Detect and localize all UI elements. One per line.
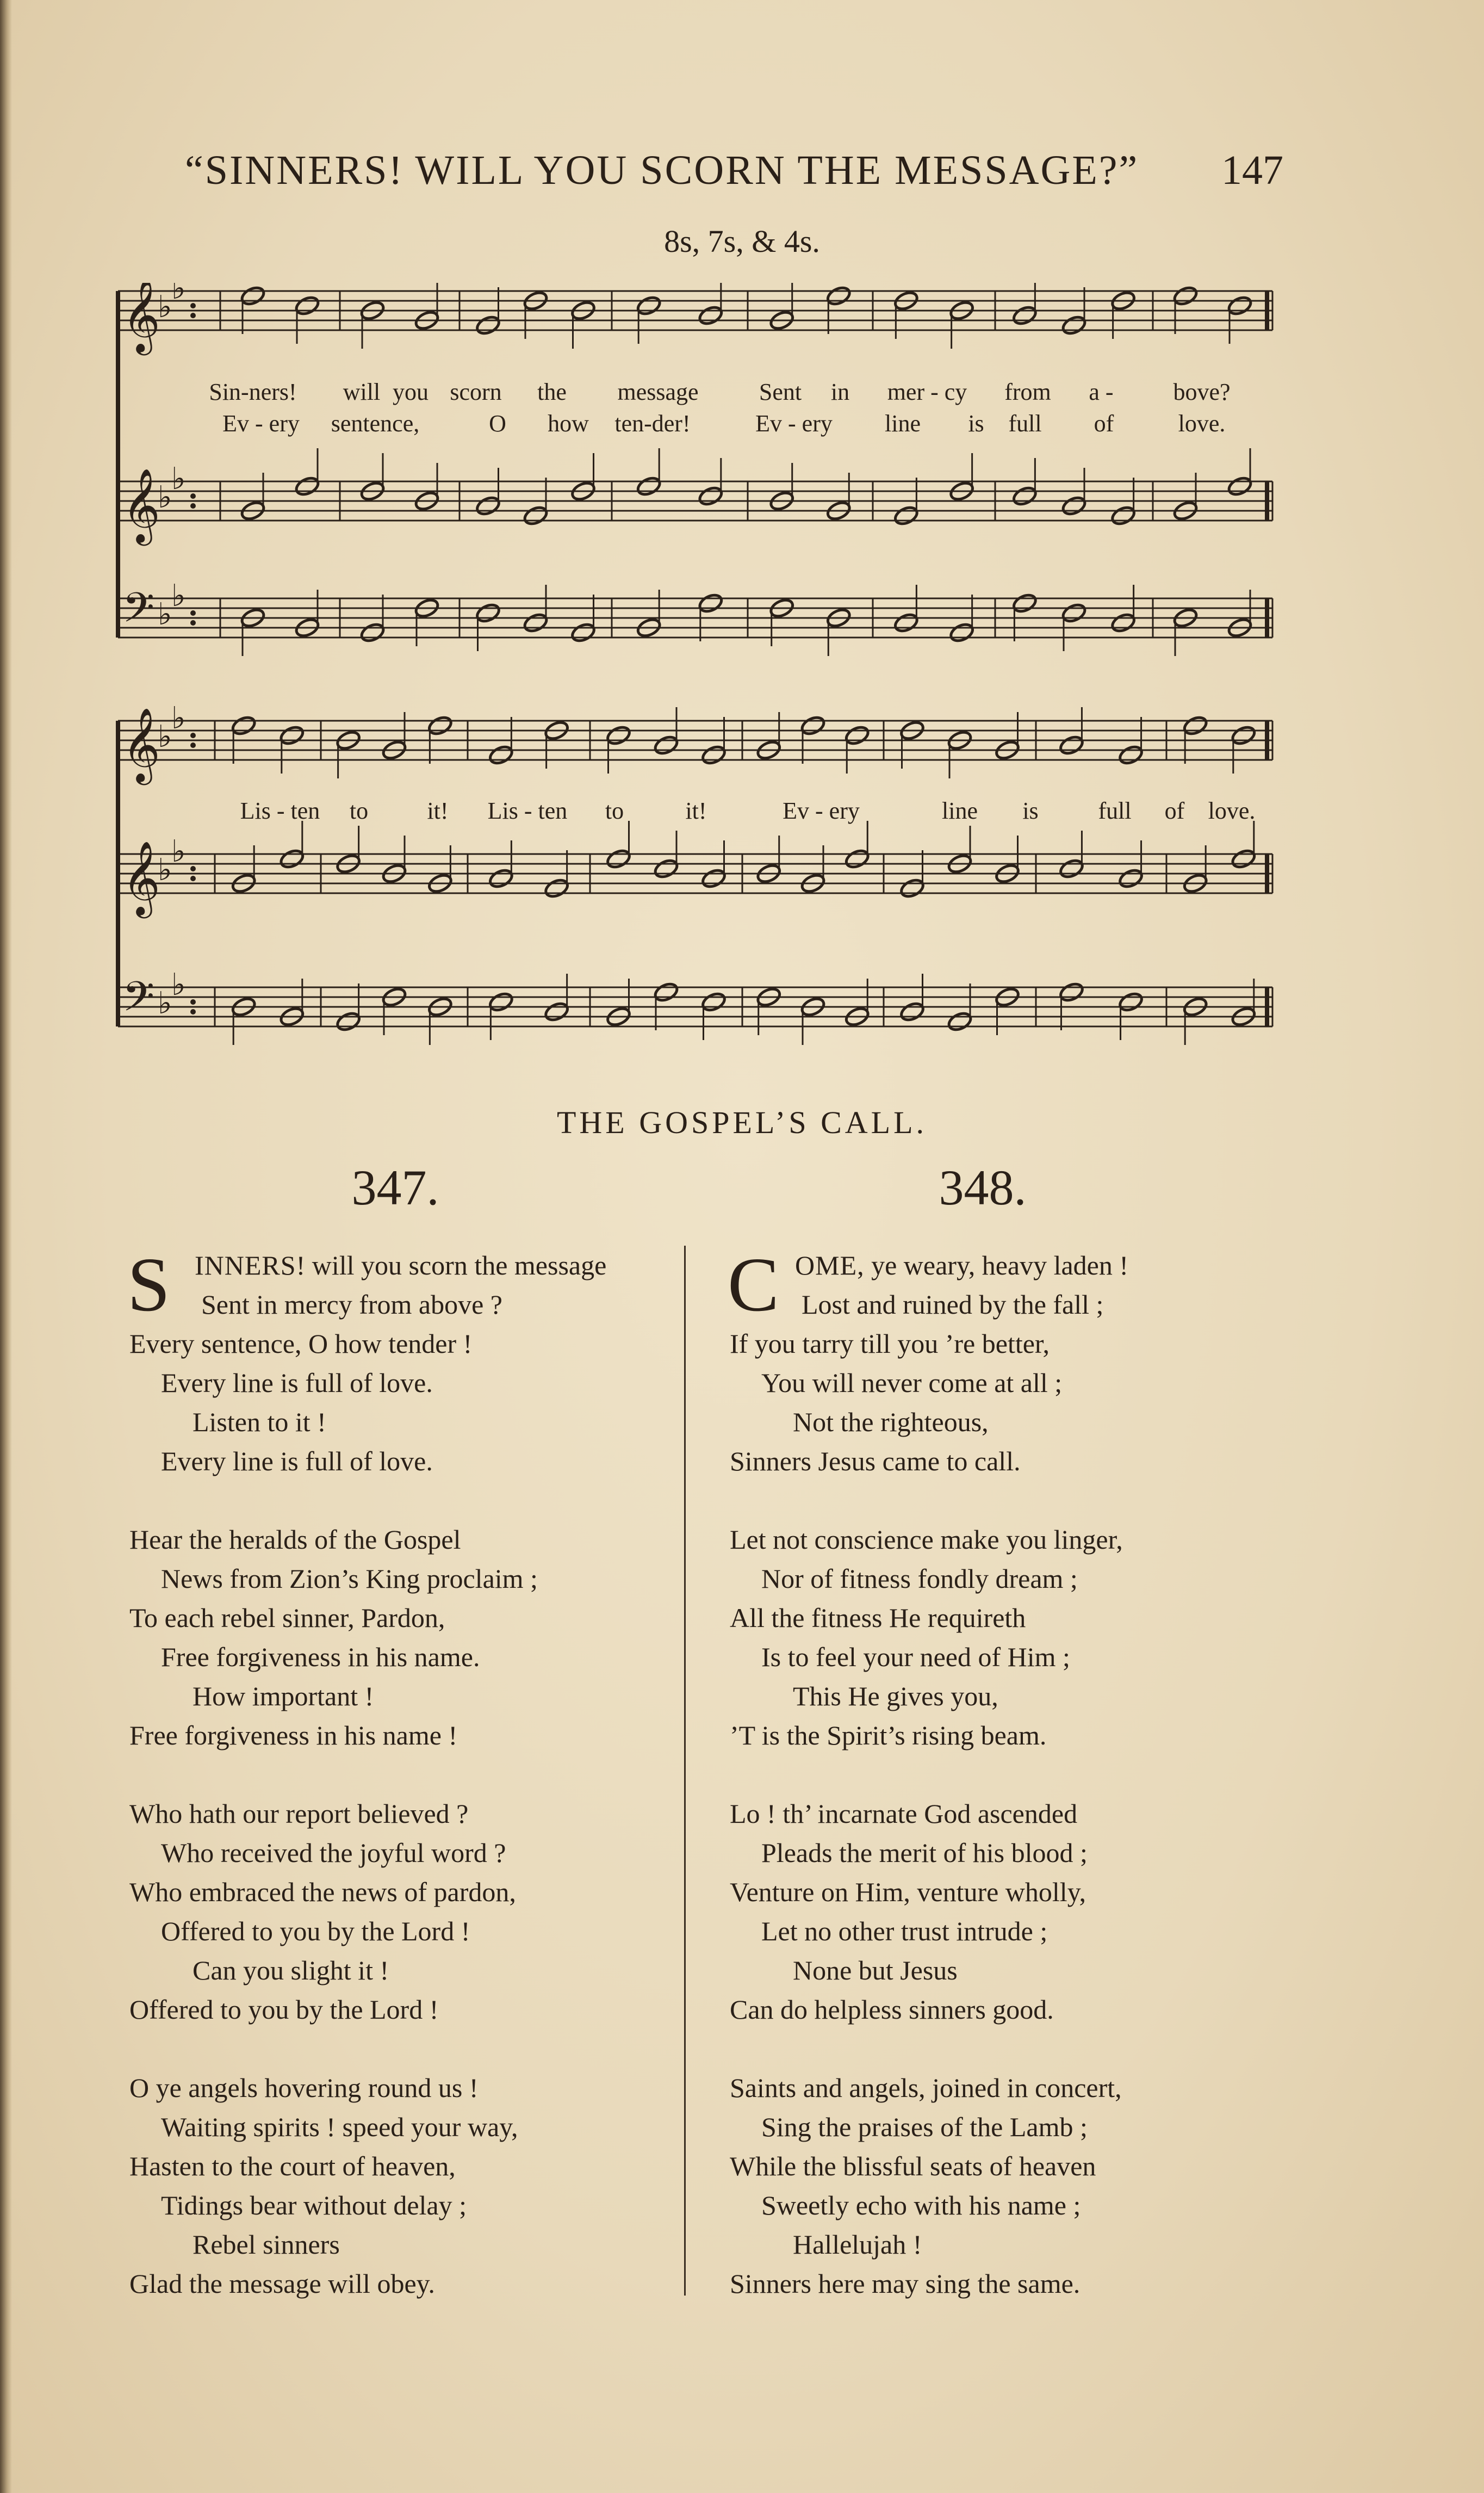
verse-line: Lost and ruined by the fall ; [802, 1289, 1104, 1320]
flat-sign: ♭ [171, 578, 186, 614]
verse-line: Free forgiveness in his name. [161, 1642, 480, 1672]
column-divider [684, 1246, 686, 2296]
treble-clef: 𝄞 [122, 840, 160, 915]
verse-line: Nor of fitness fondly dream ; [761, 1563, 1078, 1594]
half-note [844, 848, 871, 870]
lyric-syllable: O [489, 410, 506, 437]
verse-line: Waiting spirits ! speed your way, [161, 2112, 518, 2142]
stanza [129, 1520, 606, 1755]
verse-line: O ye angels hovering round us ! [129, 2073, 479, 2103]
flat-sign: ♭ [171, 283, 186, 306]
half-note [1058, 857, 1085, 880]
stanza [129, 2068, 606, 2303]
verse-line: Let not conscience make you linger, [730, 1524, 1123, 1555]
lyric-syllable: line [885, 410, 921, 437]
lyric-syllable: of [1094, 410, 1114, 437]
verse-line: Who embraced the news of pardon, [129, 1877, 516, 1907]
verse-line: Rebel sinners [193, 2229, 340, 2260]
half-note [231, 714, 257, 737]
half-note [799, 714, 826, 737]
flat-sign: ♭ [171, 967, 186, 1003]
hymn-number-347: 347. [351, 1160, 439, 1215]
verse-line: Free forgiveness in his name ! [129, 1720, 458, 1750]
half-note [697, 592, 724, 614]
verse-line: News from Zion’s King proclaim ; [161, 1563, 538, 1594]
verse-line: Sinners Jesus came to call. [730, 1446, 1021, 1476]
lyric-syllable: in [830, 379, 850, 405]
stanza [129, 1794, 606, 2029]
treble-clef: 𝄞 [122, 707, 160, 782]
half-note [700, 867, 727, 889]
half-note [359, 621, 386, 644]
verse-line: Sing the praises of the Lamb ; [761, 2112, 1088, 2142]
half-note [893, 504, 920, 527]
verse-line: Let no other trust intrude ; [761, 1916, 1048, 1946]
page-number: 147 [1221, 147, 1283, 193]
verse-line: Every line is full of love. [161, 1368, 433, 1398]
lyric-syllable: is [1022, 797, 1039, 824]
half-note [653, 857, 679, 880]
lyric-syllable: Lis - ten [487, 797, 568, 824]
half-note [522, 504, 549, 527]
half-note [893, 611, 920, 634]
verse-line: Who received the joyful word ? [161, 1838, 506, 1868]
flat-sign: ♭ [158, 480, 172, 515]
half-note [1182, 714, 1209, 737]
verse-line: While the blissful seats of heaven [730, 2151, 1096, 2181]
rest-dot [190, 866, 196, 871]
verse-line: Offered to you by the Lord ! [161, 1916, 470, 1946]
half-note [239, 284, 266, 307]
half-note [697, 304, 724, 326]
half-note [697, 485, 724, 507]
hymn-347-text [127, 1241, 607, 2342]
half-note [1011, 304, 1038, 326]
lyric-syllable: the [537, 379, 567, 405]
half-note [278, 848, 305, 870]
rest-dot [190, 733, 196, 738]
lyric-syllable: ten-der! [614, 410, 691, 437]
rest-dot [190, 743, 196, 748]
verse-line: Not the righteous, [793, 1407, 989, 1437]
book-binding-edge [0, 0, 12, 2493]
flat-sign: ♭ [158, 986, 172, 1021]
verse-line: Venture on Him, venture wholly, [730, 1877, 1086, 1907]
half-note [899, 877, 926, 899]
half-note [475, 314, 501, 336]
lyric-syllable: full [1008, 410, 1042, 437]
half-note [1117, 991, 1144, 1013]
lyric-syllable: how [548, 410, 589, 437]
verse-line: Offered to you by the Lord ! [129, 1994, 439, 2025]
half-note [605, 724, 632, 746]
flat-sign: ♭ [158, 289, 172, 325]
hymn-348-text [728, 1241, 1129, 2342]
drop-cap: C [728, 1241, 779, 1327]
half-note [543, 877, 570, 899]
verse-line: You will never come at all ; [761, 1368, 1063, 1398]
half-note [1117, 867, 1144, 889]
lyric-syllable: it! [427, 797, 449, 824]
page-header [185, 147, 1283, 207]
half-note [488, 991, 514, 1013]
half-note [278, 724, 305, 746]
flat-sign: ♭ [158, 852, 172, 888]
lyric-syllable: full [1098, 797, 1132, 824]
lyric-syllable: it! [685, 797, 707, 824]
verse-line-text: ! will you scorn the message [296, 1250, 607, 1280]
half-note [1060, 602, 1087, 624]
half-note [294, 475, 320, 497]
verse-line: Every line is full of love. [161, 1446, 433, 1476]
half-note [1110, 504, 1137, 527]
stanza [730, 1520, 1128, 1755]
half-note [1011, 592, 1038, 614]
half-note [1011, 485, 1038, 507]
lyric-syllable: line [942, 797, 978, 824]
half-note [899, 1000, 926, 1023]
lyric-syllable: to [349, 797, 369, 824]
flat-sign: ♭ [171, 701, 186, 736]
lyric-syllable: Lis - ten [240, 797, 320, 824]
running-title: “SINNERS! WILL YOU SCORN THE MESSAGE?” [185, 147, 1139, 193]
verse-line: Can you slight it ! [193, 1955, 389, 1985]
half-note [700, 991, 727, 1013]
lyric-syllable: Ev - ery [783, 797, 860, 824]
lyric-syllable: love. [1208, 797, 1256, 824]
music-score [106, 283, 1291, 1069]
lyric-syllable: mer - cy [887, 379, 967, 405]
verse-line: Listen to it ! [193, 1407, 326, 1437]
half-note [1058, 734, 1085, 756]
half-note [825, 284, 852, 307]
rest-dot [190, 620, 196, 626]
verse-line: Can do helpless sinners good. [730, 1994, 1054, 2025]
half-note [427, 714, 454, 737]
rest-dot [190, 999, 196, 1005]
verse-line-text: ye weary, heavy laden ! [864, 1250, 1129, 1280]
rest-dot [190, 303, 196, 308]
lyric-syllable: sentence, [331, 410, 420, 437]
half-note [653, 981, 679, 1003]
treble-clef: 𝄞 [122, 467, 160, 542]
half-note [1230, 724, 1257, 746]
lyric-syllable: bove? [1173, 379, 1231, 405]
verse-line: To each rebel sinner, Pardon, [129, 1603, 445, 1633]
flat-sign: ♭ [171, 834, 186, 869]
rest-dot [190, 493, 196, 499]
flat-sign: ♭ [158, 719, 172, 754]
half-note [543, 1000, 570, 1023]
half-note [946, 1010, 973, 1032]
half-note [522, 611, 549, 634]
hymn-meter: 8s, 7s, & 4s. [664, 224, 820, 259]
half-note [488, 867, 514, 889]
rest-dot [190, 610, 196, 616]
stanza [730, 1794, 1128, 2029]
half-note [1226, 475, 1253, 497]
verse-line: Hear the heralds of the Gospel [129, 1524, 461, 1555]
bass-clef: 𝄢 [122, 584, 155, 642]
half-note [1058, 981, 1085, 1003]
verse-line: ’T is the Spirit’s rising beam. [730, 1720, 1047, 1750]
half-note [1060, 314, 1087, 336]
lyric-syllable: to [605, 797, 624, 824]
lyric-syllable: you [393, 379, 429, 405]
stanza [728, 1241, 1129, 1481]
rest-dot [190, 503, 196, 509]
lyric-syllable: from [1004, 379, 1051, 405]
half-note [570, 621, 597, 644]
rest-dot [190, 313, 196, 318]
drop-cap: S [127, 1241, 170, 1327]
half-note [636, 475, 662, 497]
lyric-syllable: a - [1089, 379, 1114, 405]
verse-line: Hallelujah ! [793, 2229, 922, 2260]
half-note [488, 744, 514, 766]
lyric-syllable: message [617, 379, 699, 405]
lyric-syllable: love. [1178, 410, 1226, 437]
verse-line: If you tarry till you ’re better, [730, 1328, 1050, 1359]
verse-line: Hasten to the court of heaven, [129, 2151, 456, 2181]
half-note [653, 734, 679, 756]
verse-line: Sinners here may sing the same. [730, 2268, 1081, 2299]
verse-line: Saints and angels, joined in concert, [730, 2073, 1122, 2103]
verse-line: All the fitness He requireth [730, 1603, 1026, 1633]
first-word: INNERS [195, 1250, 296, 1280]
first-word: OME, [795, 1250, 865, 1280]
treble-clef: 𝄞 [122, 283, 160, 352]
lyric-syllable: Ev - ery [222, 410, 300, 437]
half-note [605, 848, 632, 870]
verse-line: None but Jesus [793, 1955, 958, 1985]
lyric-syllable: Sin-ners! [209, 379, 297, 405]
hymn-number-348: 348. [939, 1160, 1027, 1215]
lyric-syllable: Sent [759, 379, 802, 405]
stanza [730, 2068, 1128, 2303]
half-note [1172, 284, 1199, 307]
lyric-syllable: scorn [450, 379, 502, 405]
half-note [948, 621, 975, 644]
lyric-syllable: Ev - ery [755, 410, 833, 437]
half-note [636, 294, 662, 317]
verse-line: Lo ! th’ incarnate God ascended [730, 1798, 1078, 1829]
rest-dot [190, 876, 196, 881]
half-note [475, 602, 501, 624]
verse-line: How important ! [193, 1681, 374, 1711]
verse-line: Sweetly echo with his name ; [761, 2190, 1081, 2220]
rest-dot [190, 1009, 196, 1014]
verse-line: Every sentence, O how tender ! [129, 1328, 473, 1359]
lyric-syllable: will [343, 379, 381, 405]
verse-line: Sent in mercy from above ? [201, 1289, 502, 1320]
half-note [475, 494, 501, 517]
verse-line: This He gives you, [793, 1681, 998, 1711]
half-note [1110, 611, 1137, 634]
half-note [1226, 294, 1253, 317]
verse-line: Glad the message will obey. [129, 2268, 435, 2299]
lyric-syllable: of [1164, 797, 1185, 824]
half-note [335, 1010, 362, 1032]
verse-line: Who hath our report believed ? [129, 1798, 469, 1829]
flat-sign: ♭ [171, 461, 186, 497]
verse-line: Pleads the merit of his blood ; [761, 1838, 1088, 1868]
half-note [1060, 494, 1087, 517]
verse-line: Tidings bear without delay ; [161, 2190, 467, 2220]
half-note [1230, 848, 1257, 870]
verse-line: Is to feel your need of Him ; [761, 1642, 1070, 1672]
half-note [844, 724, 871, 746]
flat-sign: ♭ [158, 597, 172, 632]
section-title: THE GOSPEL’S CALL. [556, 1105, 928, 1140]
stanza [127, 1241, 607, 1481]
half-note [1117, 744, 1144, 766]
lyric-syllable: is [968, 410, 984, 437]
half-note [700, 744, 727, 766]
half-note [294, 294, 320, 317]
bass-clef: 𝄢 [122, 973, 155, 1031]
